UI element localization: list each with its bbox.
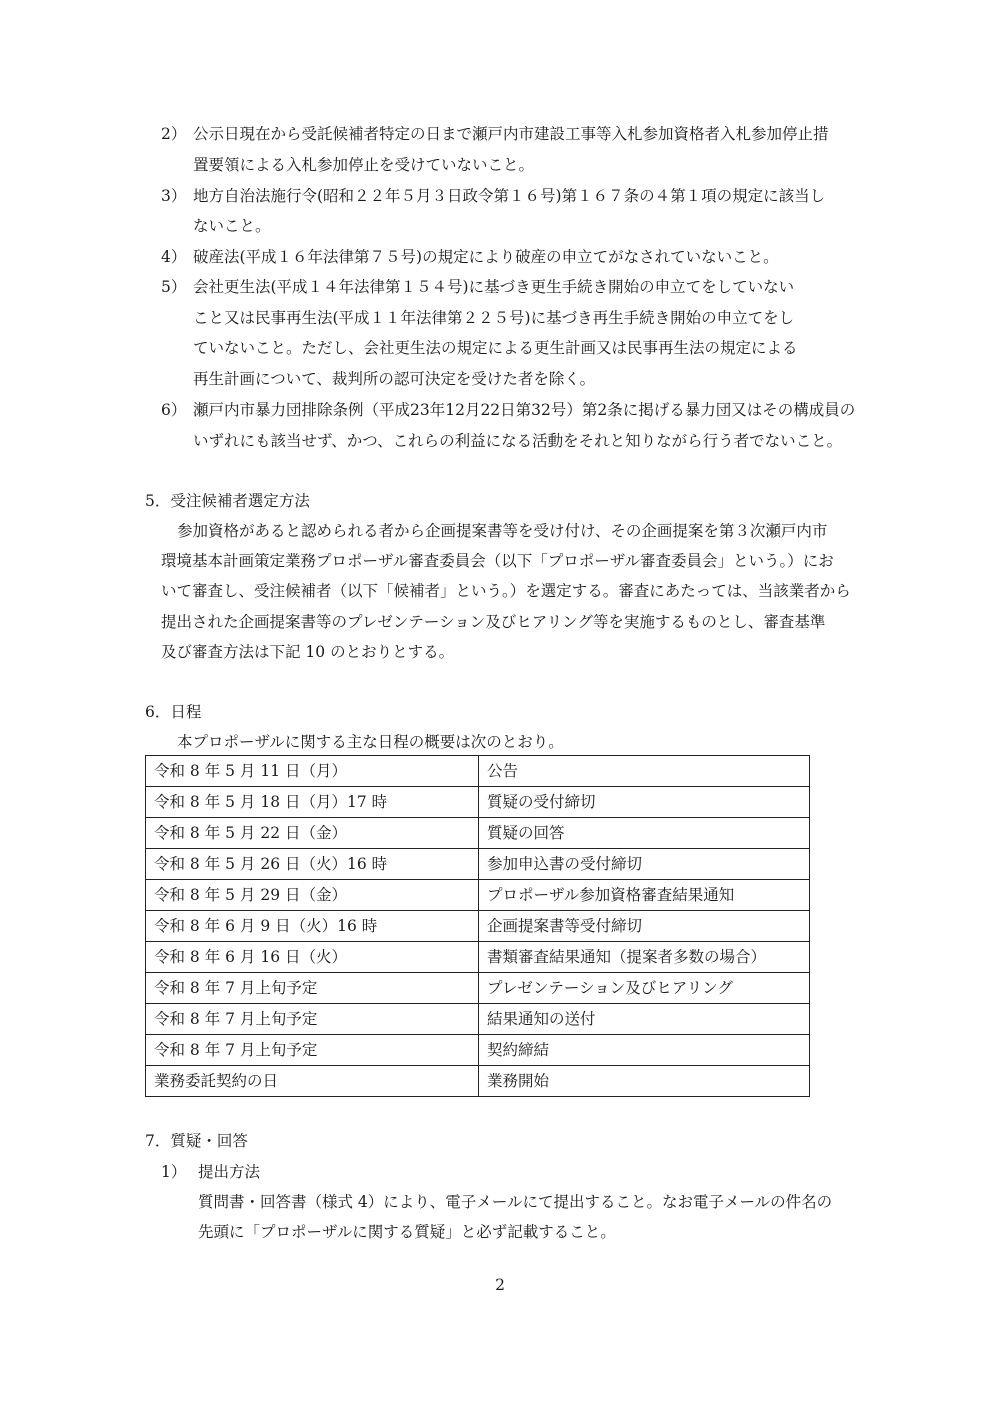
section-5-line-4: 提出された企画提案書等のプレゼンテーション及びヒアリング等を実施するものとし、審査基準	[161, 613, 826, 631]
item-5-line-3: ていないこと。ただし、会社更生法の規定による更生計画又は民事再生法の規定による	[193, 339, 798, 357]
schedule-date: 令和 8 年 5 月 22 日（金）	[146, 818, 479, 849]
section-5-line-1: 参加資格があると認められる者から企画提案書等を受け付け、その企画提案を第３次瀬戸内市	[177, 522, 828, 540]
table-row	[146, 911, 810, 942]
schedule-date: 令和 8 年 7 月上旬予定	[146, 973, 479, 1004]
section-5-heading: 5．受注候補者選定方法	[145, 492, 310, 510]
schedule-table	[145, 755, 810, 1097]
schedule-date: 令和 8 年 5 月 18 日（月）17 時	[146, 787, 479, 818]
item-6-num: 6）	[161, 401, 187, 419]
table-row	[146, 1004, 810, 1035]
schedule-event: 参加申込書の受付締切	[479, 849, 810, 880]
item-5-line-1: 会社更生法(平成１４年法律第１５４号)に基づき更生手続き開始の申立てをしていない	[193, 278, 795, 296]
schedule-event: プレゼンテーション及びヒアリング	[479, 973, 810, 1004]
page-number: 2	[495, 1276, 505, 1294]
item-6-line-2: いずれにも該当せず、かつ、これらの利益になる活動をそれと知りながら行う者でないこと。	[193, 432, 843, 450]
section-5-line-2: 環境基本計画策定業務プロポーザル審査委員会（以下「プロポーザル審査委員会」という。）にお	[161, 552, 834, 570]
schedule-date: 令和 8 年 7 月上旬予定	[146, 1035, 479, 1066]
table-row	[146, 818, 810, 849]
schedule-date: 令和 8 年 6 月 16 日（火）	[146, 942, 479, 973]
schedule-event: 業務開始	[479, 1066, 810, 1097]
item-5-num: 5）	[161, 278, 187, 296]
table-row	[146, 787, 810, 818]
item-5-line-2: こと又は民事再生法(平成１１年法律第２２５号)に基づき再生手続き開始の申立てをし	[193, 309, 795, 327]
section-7-heading: 7．質疑・回答	[145, 1132, 248, 1150]
section-5-line-5: 及び審査方法は下記 10 のとおりとする。	[161, 643, 455, 661]
section-5-line-3: いて審査し、受注候補者（以下「候補者」という。）を選定する。審査にあたっては、当該業者から	[161, 582, 851, 600]
schedule-event: プロポーザル参加資格審査結果通知	[479, 880, 810, 911]
schedule-date: 令和 8 年 7 月上旬予定	[146, 1004, 479, 1035]
table-row	[146, 849, 810, 880]
table-row	[146, 973, 810, 1004]
item-3-line-1: 地方自治法施行令(昭和２２年５月３日政令第１６号)第１６７条の４第１項の規定に該当し	[193, 187, 826, 205]
section-7-line-1: 質問書・回答書（様式 4）により、電子メールにて提出すること。なお電子メールの件名の	[198, 1193, 833, 1211]
section-7-sub-num: 1）	[161, 1163, 187, 1181]
item-4-num: 4）	[161, 248, 187, 266]
item-2-line-1: 公示日現在から受託候補者特定の日まで瀬戸内市建設工事等入札参加資格者入札参加停止措	[193, 125, 829, 143]
item-6-line-1: 瀬戸内市暴力団排除条例（平成23年12月22日第32号）第2条に掲げる暴力団又はその構成員の	[193, 401, 856, 419]
table-row	[146, 1035, 810, 1066]
item-2-line-2: 置要領による入札参加停止を受けていないこと。	[193, 156, 535, 174]
schedule-date: 令和 8 年 5 月 29 日（金）	[146, 880, 479, 911]
schedule-event: 結果通知の送付	[479, 1004, 810, 1035]
schedule-date: 業務委託契約の日	[146, 1066, 479, 1097]
section-7-line-2: 先頭に「プロポーザルに関する質疑」と必ず記載すること。	[198, 1223, 616, 1241]
item-3-num: 3）	[161, 187, 187, 205]
table-row	[146, 1066, 810, 1097]
schedule-event: 書類審査結果通知（提案者多数の場合）	[479, 942, 810, 973]
schedule-date: 令和 8 年 5 月 11 日（月）	[146, 756, 479, 787]
schedule-date: 令和 8 年 6 月 9 日（火）16 時	[146, 911, 479, 942]
item-4-line-1: 破産法(平成１６年法律第７５号)の規定により破産の申立てがなされていないこと。	[193, 248, 779, 266]
schedule-event: 質疑の受付締切	[479, 787, 810, 818]
item-5-line-4: 再生計画について、裁判所の認可決定を受けた者を除く。	[193, 370, 596, 388]
schedule-event: 契約締結	[479, 1035, 810, 1066]
schedule-date: 令和 8 年 5 月 26 日（火）16 時	[146, 849, 479, 880]
table-row	[146, 756, 810, 787]
schedule-event: 質疑の回答	[479, 818, 810, 849]
table-row	[146, 942, 810, 973]
item-2-num: 2）	[161, 125, 187, 143]
table-row	[146, 880, 810, 911]
schedule-event: 企画提案書等受付締切	[479, 911, 810, 942]
section-7-sub-label: 提出方法	[198, 1163, 261, 1181]
section-6-intro: 本プロポーザルに関する主な日程の概要は次のとおり。	[177, 733, 564, 751]
section-6-heading: 6．日程	[145, 703, 202, 721]
item-3-line-2: ないこと。	[193, 217, 271, 235]
schedule-event: 公告	[479, 756, 810, 787]
